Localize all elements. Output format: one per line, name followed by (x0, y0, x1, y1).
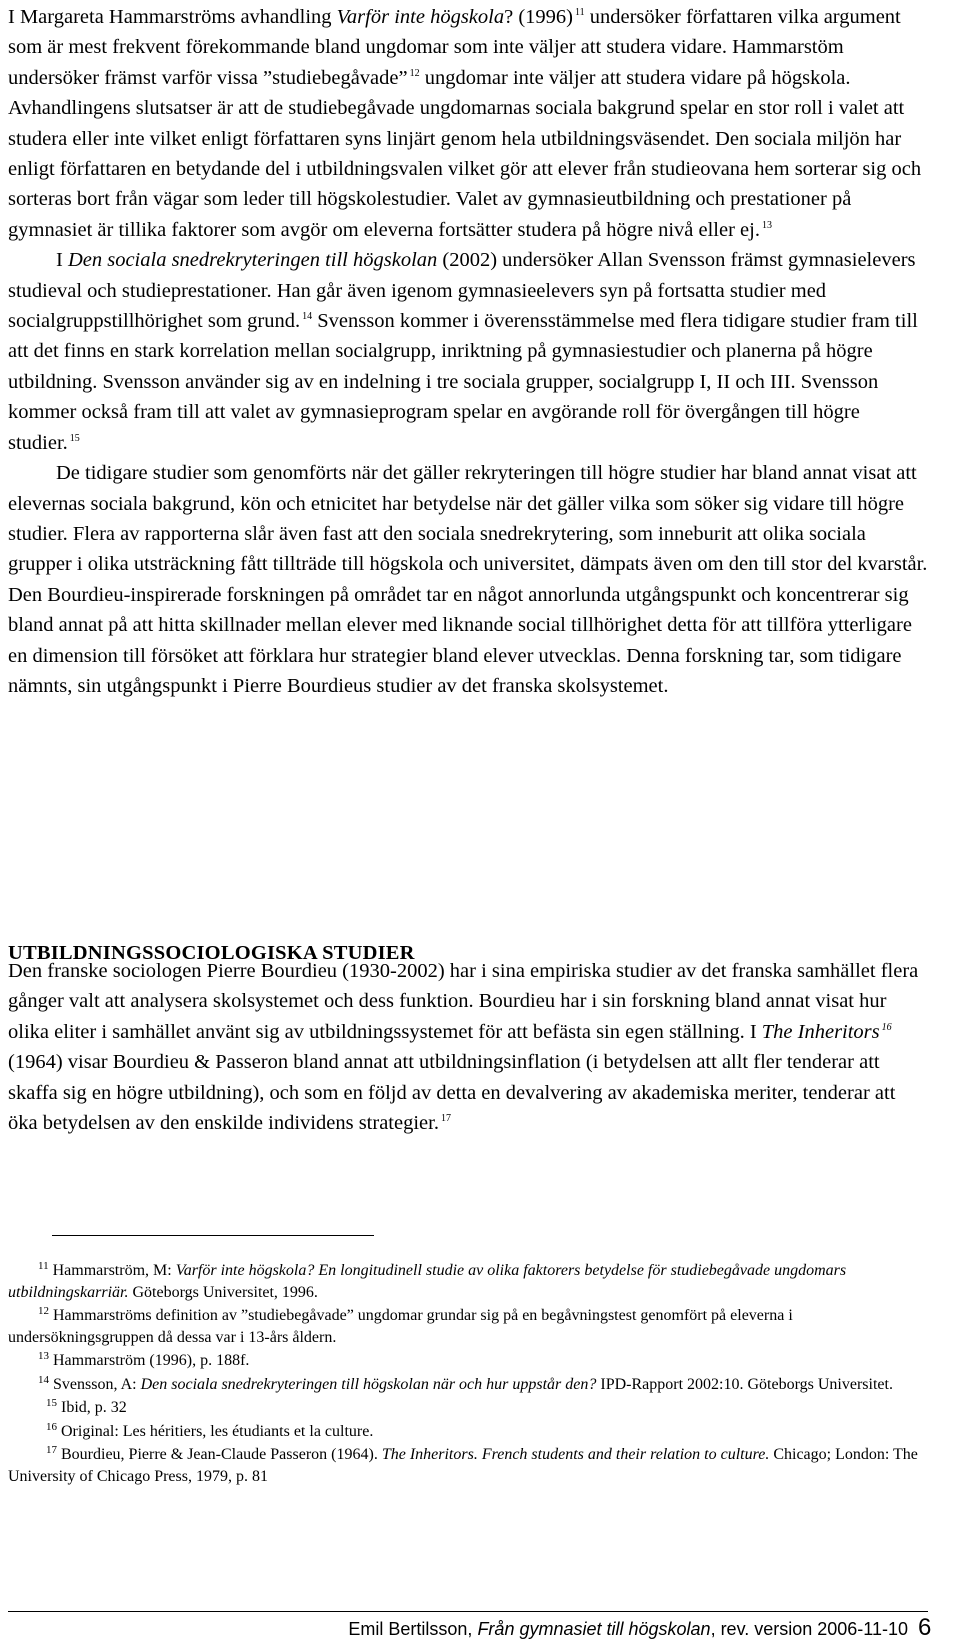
page-number: 6 (918, 1614, 932, 1641)
section-heading: UTBILDNINGSSOCIOLOGISKA STUDIER (8, 942, 415, 964)
footnote-15: $^{15}$ Ibid, p. 32 (46, 1397, 127, 1416)
footnote-separator (52, 1235, 374, 1236)
paragraph-3: De tidigare studier som genomförts när det gäller rekryteringen till högre studier har bland annat visat att elevernas sociala bakgrund, kön och etnicitet har betydelse när det gäller vilka som söker sig vidare till högre studier. Flera av rapporterna slår även fast att den sociala snedrekrytering, som inneburit att olika sociala grupper i olika utsträckning fått tillträde till högskola och universitet, dämpats även om den till stor del kvarstår. Den Bourdieu-inspirerade forskningen på området tar en något annorlunda utgångspunkt och koncentrerar sig bland annat på att hitta skillnader mellan elever med liknande social tillhörighet detta för att tillföra ytterligare en dimension till försöket att förklara hur strategier bland elever utvecklas. Denna forskning tar, som tidigare nämnts, sin utgångspunkt i Pierre Bourdieus studier av det franska skolsystemet. (8, 462, 928, 697)
footnote-11: $^{11}$ Hammarström, M: Varför inte högskola? En longitudinell studie av olika faktorers betydelse för studiebegåvade ungdomars utbildningskarriär. Göteborgs Universitet, 1996. (8, 1260, 847, 1301)
footnote-ref-12[interactable]: 12 (409, 67, 420, 79)
footnote-ref-11[interactable]: 11 (574, 7, 585, 18)
book-title: The Inheritors (761, 1020, 880, 1043)
footnote-ref-16[interactable]: 16 (881, 1021, 892, 1033)
paragraph-1: I Margareta Hammarströms avhandling Varför inte högskola? (1996) $^{11}$ undersöker författaren vilka argument som är mest frekvent förekommande bland ungdomar som inte väljer att studera vidare. Hammarstöm undersöker främst varför vissa ”studiebegåvade” $^{12}$ ungdomar inte väljer att studera vidare på högskola. Avhandlingens slutsatser är att de studiebegåvade ungdomarnas sociala bakgrund spelar en stor roll i valet att studera eller inte vilket enligt författaren syns linjärt genom hela utbildningsväsendet. Den sociala miljön har enligt författaren en betydande del i utbildningsvalen vilket gör att elever från studieovana hem sorterar sig och sorteras bort från vägar som leder till högskolestudier. Valet av gymnasieutbildning och prestationer på gymnasiet är tillika faktorer som avgör om eleverna fortsätter studera på högre nivå eller ej. $^{13}$ (8, 6, 922, 241)
footnote-16: $^{16}$ Original: Les héritiers, les étudiants et la culture. (46, 1420, 374, 1440)
footnote-ref-17[interactable]: 17 (440, 1113, 451, 1125)
footnote-12: $^{12}$ Hammarströms definition av ”studiebegåvade” ungdomar grundar sig på en begåvningstest genomfört på eleverna i undersökningsgruppen då dessa var i 13-års åldern. (8, 1305, 793, 1346)
footnote-14: $^{14}$ Svensson, A: Den sociala snedrekryteringen till högskolan när och hur uppstår den? IPD-Rapport 2002:10. Göteborgs Universitet. (38, 1373, 893, 1393)
page-footer: Emil Bertilsson, Från gymnasiet till högskolan, rev. version 2006-11-10 (348, 1619, 908, 1639)
section-body (8, 956, 928, 1138)
footer-title: Från gymnasiet till högskolan (477, 1619, 711, 1639)
paragraph-2: I Den sociala snedrekryteringen till högskolan (2002) undersöker Allan Svensson främst gymnasielevers studieval och studieprestationer. Han går även igenom gymnasieelevers syn på fortsatta studier med socialgruppstillhörighet som grund. $^{14}$ Svensson kommer i överensstämmelse med flera tidigare studier fram till att det finns en stark korrelation mellan socialgrupp, inriktning på gymnasiestudier och planerna på högre utbildning. Svensson använder sig av en indelning i tre sociala grupper, socialgrupp I, II och III. Svensson kommer också fram till att valet av gymnasieprogram spelar en avgörande roll för övergången till högre studier. $^{15}$ (8, 249, 918, 454)
footnote-ref-14[interactable]: 14 (302, 311, 313, 323)
footnote-17: $^{17}$ Bourdieu, Pierre & Jean-Claude Passeron (1964). The Inheritors. French students and their relation to culture. Chicago; London: The University of Chicago Press, 1979, p. 81 (8, 1444, 918, 1485)
footnote-13: $^{13}$ Hammarström (1996), p. 188f. (38, 1350, 250, 1369)
footnote-ref-13[interactable]: 13 (761, 219, 772, 231)
paragraph-4: Den franske sociologen Pierre Bourdieu (1930-2002) har i sina empiriska studier av det franska samhället flera gånger valt att analysera skolsystemet och dess funktion. Bourdieu har i sin forskning bland annat visat hur olika eliter i samhället använt sig av utbildningssystemet för att befästa sin egen ställning. I The Inheritors $^{16}$ (1964) visar Bourdieu & Passeron bland annat att utbildningsinflation (i betydelsen att allt fler tenderar att skaffa sig en högre utbildning), och som en följd av detta en devalvering av akademiska meriter, tenderar att öka betydelsen av den enskilde individens strategier. $^{17}$ (8, 960, 919, 1135)
report-title: Den sociala snedrekryteringen till högskolan (67, 249, 438, 272)
body-text (8, 2, 928, 701)
footer-rule (8, 1611, 928, 1612)
thesis-title: Varför inte högskola (336, 6, 505, 28)
footnote-ref-15[interactable]: 15 (69, 432, 80, 444)
footnotes (8, 1260, 928, 1489)
